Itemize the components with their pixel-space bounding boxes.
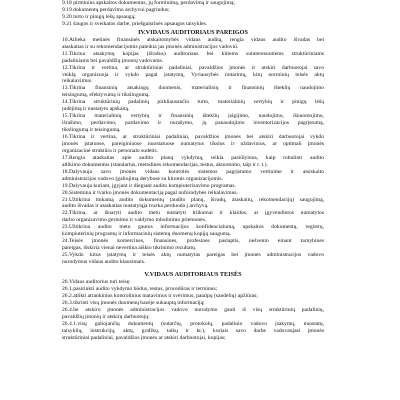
section5-title: V.VIDAUS AUDITORIAUS TEISĖS [144, 271, 242, 278]
section4-body [62, 37, 324, 266]
section4-line: 16.Tikrina ir vertina, ar struktūriniai padaliniai, pavaldžios įmonės bei atskiri darbuotojai vykdo [62, 134, 324, 141]
section4-line: ataskaitas ir su rekomendacijomis pateikia jas įmonės administracijos vadovui. [62, 43, 239, 50]
section5-line: 26.4.be atskiro įmonės administracijos vadovo nurodymo gauti iš visų struktūrinių padalinių, [62, 306, 324, 313]
section4-line: 13.Tikrina finansinių atsakingų duomenis, materialinių ir finansinių išteklių naudojimo [62, 85, 324, 92]
section4-line: 24.Teisės įmonės komercines, finansines, profesines paslaptis, nešvento einant tarnybines [62, 238, 324, 245]
section4-line: kompiuterinių programų ir informacinių sistemų duomenų kopijų saugumą. [62, 231, 232, 238]
section5-line: 26.3.tikrinti visų įmonės duomenų bazėje sukauptą informaciją; [62, 299, 205, 306]
section4-line: padaliniams bei pavaldžių įmonių vadovams. [62, 57, 164, 64]
section4-line: judėjimą ir nustatyto apskaitą. [62, 106, 130, 113]
section4-line: 23.Užtikrina audito metu gautos informacijos konfidencialumą, apskaitos dokumentų, registrų, [62, 224, 324, 231]
section4-line: įmonės įstatuose, pareiginiuose nuostatuose numatytus tikslus ir uždavinius, ar optimali įmonės [62, 140, 324, 147]
section4-line: 17.Rengia ataskaitas apie audito planų vykdymą, teikia pasiūlymus, kaip tobulinti audito [62, 154, 324, 161]
section5-line: 26.Vidaus auditorius turi teisę: [62, 279, 131, 285]
top-items-list [62, 0, 324, 28]
section4-line: 12.Tikrina ir vertina, ar struktūriniai padaliniai, pavaldžios įmonės ir atskiri darbuotojai savo [62, 64, 324, 71]
section4-line: 19.Dalyvauja kuriant, įgyjant ir diegiant audito kompiuterizavimo programas. [62, 182, 236, 189]
section4-line: išrašimo, perdavimo, pardavimo ir nurašymo, jų panaudojimo inventorizacijos pagrįstumą, [62, 120, 324, 127]
section4-line: teisingumą, efektyvumą ir tikslingumą. [62, 92, 150, 99]
section4-line: 14.Tikrina struktūrinių padalinių pirkliausančio turto, materialinių vertybių ir pinigų lėšų [62, 99, 324, 106]
section5-line: struktūriniai padaliniai, pavaldžios įmonės ar atskiri darbuotojai, kopijas; [62, 334, 226, 341]
top-item: 9.19 dokumentų perdavimo archyvui pagrindus; [62, 6, 170, 13]
section4-line: 10.Atlieka metinės finansinės atskaitomybės vidaus auditą, rengia vidaus audito išvadas bei [62, 36, 324, 43]
section4-line: audito išvadas ir ataskaitas nustatytąja tvarka perduoda į archyvą. [62, 203, 209, 210]
section4-line: 22.Tikrina, ar išnaryti audito metu nustatyti trūkumai ir klaidos, ar įgyvendintos numatytos [62, 210, 324, 217]
top-item: 9.21 šaugos ir sveikatos darbe, priešgaisrinės apsaugos taisykles. [62, 20, 208, 27]
section4-line: 18.Dalyvauja savo įmonės vidaus kontrolės sistemos pagrįstumo vertinime ir atsiskaito [62, 168, 324, 175]
section5-line: pavaldžių įmonių ir atskirų darbuotojų: [62, 313, 150, 320]
section5-line: 26.2.atlikti atrankinius kontrolinius matavimus ir svėrimus, patalpų (sandėlių) apžiūras; [62, 292, 258, 299]
top-item: 9.20 turto ir pinigų lėšų apsaugą; [62, 13, 136, 20]
section4-line: atlikimo dokumentus (standartus, metodines rekomendacijas, testus, aktuotumo, taip ir t. t.). [62, 161, 268, 168]
section4-line: 21.Užtikrina tinkamą audito dokumentų (audito planų, išvadų, ataskaitų, rekomendacijų) saugojimą, [62, 196, 324, 203]
section4-line: nurodymus vidaus audito klausimais. [62, 259, 146, 266]
section5-line: 26.4.1.visų galiojančių dokumentų (sutarčių, protokolų, padalinio vadovo įsakymų, nuostatų, [62, 320, 324, 327]
section4-line: administracijos vadovo (galiojimą derybose su kitomis organizacijomis. [62, 175, 223, 182]
top-item: 9.18 pirminius apskaitos dokumentus, jų forminimą, perdavimą ir saugojimą; [62, 0, 235, 6]
middle-column [62, 0, 324, 342]
section4-line: 25.Vykdo kitus įstatymų ir teisės aktų numatytas pareigas bei įmonės administracijos vadovo [62, 252, 324, 259]
section4-line: darbo organizavimo gerinimo ir valdymo tobulinimo priemonės. [62, 217, 207, 224]
section4-line: pareigas, išskiria vienai nevertina aiškio tikrinimo rezultatų. [62, 245, 197, 252]
section5-line: taisyklių, instrukcijų, aktų, grafikų, taikų ir kt.), kuriais savo darbe vadovaujasi įmonės [62, 327, 324, 334]
section4-line: veiklą organizuoja ir vykdo pagal įstatymų, Vyriausybės nutarimų, kitų norminių teisės aktų [62, 71, 324, 78]
section4-line: tikslingumą ir teisingumą. [62, 127, 121, 134]
section4-line: organizacinė struktūra ir personalo sudėtis. [62, 147, 159, 154]
section4-line: 20.Sistemina ir tvarko įmonės dokumentaciją pagal nuforodybės reikalavimus. [62, 189, 239, 196]
section5-body [62, 279, 324, 342]
section4-line: reikalavimus. [62, 78, 93, 85]
section4-line: 15.Tikrina materialinių vertybių ir finansinių išteklių įsigijimo, naudojimo, išnuomojimo, [62, 113, 324, 120]
section4-line: 11.Tikrina atsakymų kopijas (išrašus) auditoriaus bei kitiems suinteresuotiems struktūriniams [62, 50, 324, 57]
section4-title: IV.VIDAUS AUDITORIAUS PAREIGOS [138, 28, 248, 36]
section5-line: 26.1.pasirinkti audito vykdymo būdus, testus, procedūras ir terminus; [62, 285, 218, 292]
